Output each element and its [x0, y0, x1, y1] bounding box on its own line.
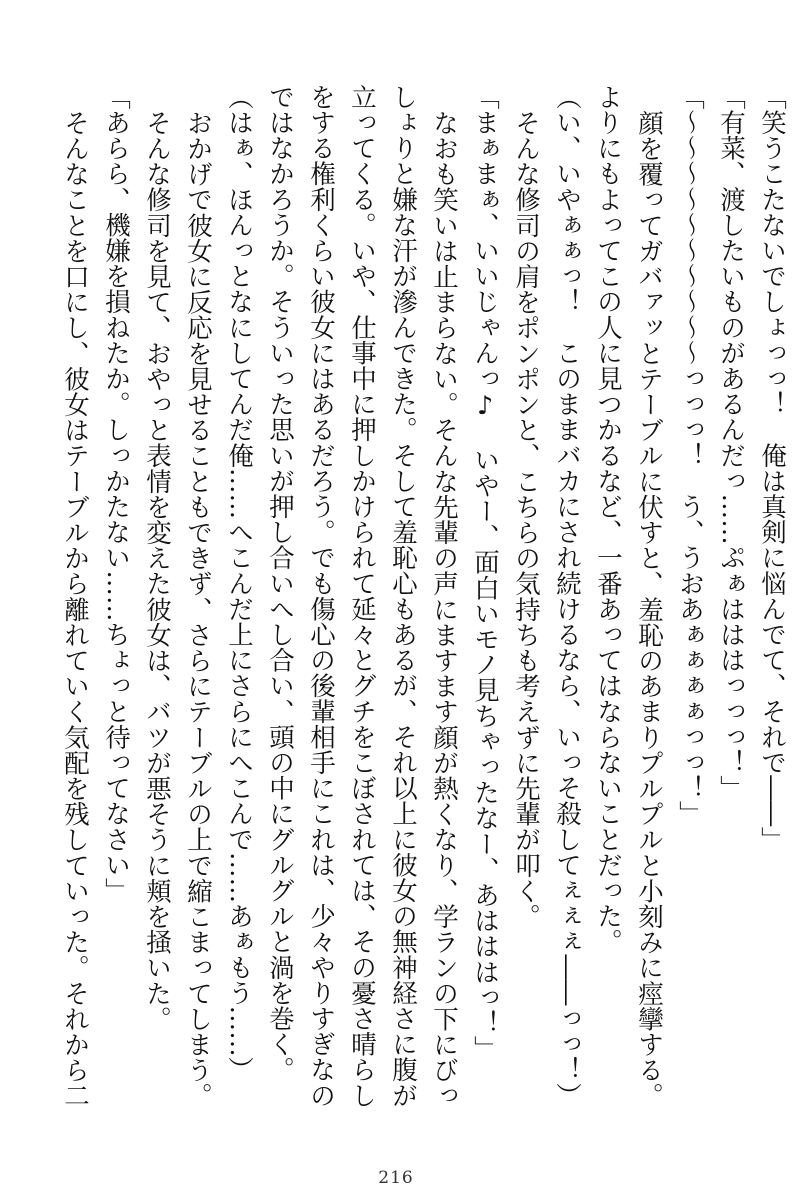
page-number: 216	[378, 1168, 414, 1188]
body-line-18: そんなことを口にし、彼女はテーブルから離れていく気配を残していった。それから二	[60, 109, 90, 1108]
body-line-3: 「～～～～～～～～～～っっっ！ う、うおあぁぁぁぁっっ！」	[675, 84, 705, 827]
body-line-4: 顔を覆ってガバァッとテーブルに伏すと、羞恥のあまりプルプルと小刻みに痙攣する。	[634, 109, 664, 1108]
body-line-13: ではなかろうか。そういった思いが押し合いへし合い、頭の中にグルグルと渦を巻く。	[265, 84, 295, 1083]
body-line-12: をする権利くらい彼女にはあるだろう。でも傷心の後輩相手にこれは、少々やりすぎなの	[306, 84, 336, 1108]
body-line-2: 「有菜、渡したいものがあるんだっ……ぷぁはははっっっ！」	[716, 84, 746, 801]
body-line-6: （い、いやぁぁっ！ このままバカにされ続けるなら、いっそ殺してぇぇぇ――っっ！）	[552, 84, 582, 1108]
body-line-7: そんな修司の肩をポンポンと、こちらの気持ちも考えずに先輩が叩く。	[511, 109, 541, 929]
body-line-1: 「笑うこたないでしょっっ！ 俺は真剣に悩んでて、それで――」	[757, 84, 787, 852]
body-line-8: 「まぁまぁ、いいじゃんっ♪ いやー、面白いモノ見ちゃったなー、あはははっ！」	[470, 84, 500, 1062]
vertical-text-body	[54, 84, 792, 1134]
body-line-11: 立ってくる。いや、仕事中に押しかけられて延々とグチをこぼされては、その憂さ晴らし	[347, 84, 377, 1108]
body-line-10: しょりと嫌な汗が滲んできた。そして羞恥心もあるが、それ以上に彼女の無神経さに腹が	[388, 84, 418, 1108]
body-line-15: おかげで彼女に反応を見せることもできず、さらにテーブルの上で縮こまってしまう。	[183, 109, 213, 1108]
body-line-14: （はぁ、ほんっとなにしてんだ俺……へこんだ上にさらにへこんで……あぁもう……）	[224, 84, 254, 1083]
body-line-9: なおも笑いは止まらない。そんな先輩の声にますます顔が熱くなり、学ランの下にびっ	[429, 109, 459, 1108]
body-line-5: よりにもよってこの人に見つかるなど、一番あってはならないことだった。	[593, 84, 623, 955]
body-line-17: 「あらら、機嫌を損ねたか。しっかたない……ちょっと待ってなさい」	[101, 84, 131, 904]
body-line-16: そんな修司を見て、おやっと表情を変えた彼女は、バツが悪そうに頬を掻いた。	[142, 109, 172, 1032]
